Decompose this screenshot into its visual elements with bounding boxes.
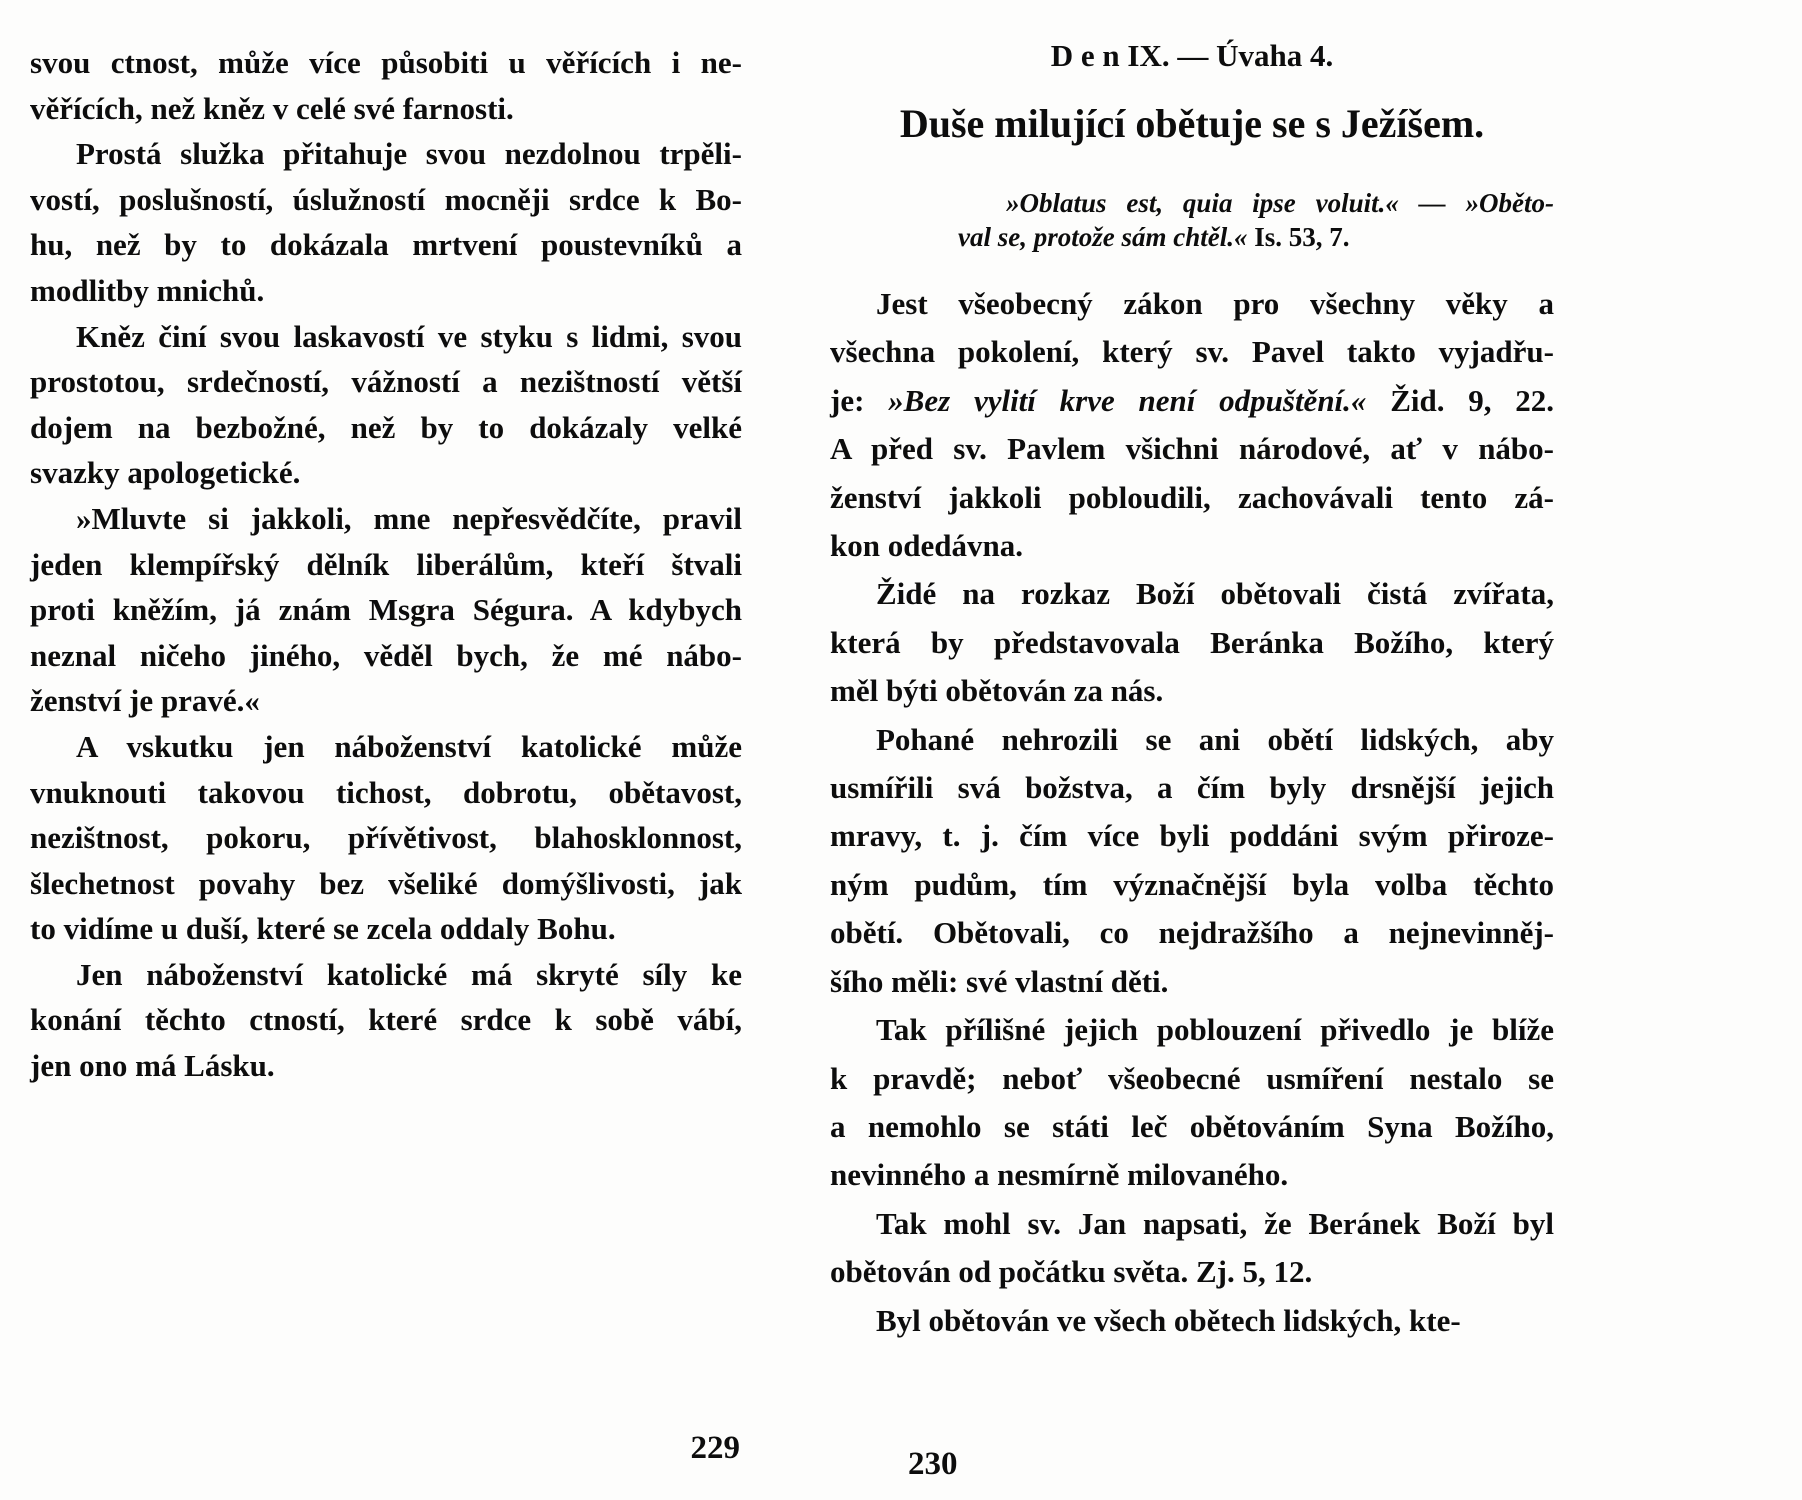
text-line: konání těchto ctností, které srdce k sobě vábí, xyxy=(30,1002,742,1038)
paragraph xyxy=(830,570,1554,715)
italic-text-segment: val se, protože sám chtěl.« xyxy=(958,221,1248,252)
text-line: ženství je pravé.« xyxy=(30,683,260,719)
text-line: obětován od počátku světa. Zj. 5, 12. xyxy=(830,1254,1313,1290)
paragraph xyxy=(30,314,742,496)
page-number-left: 229 xyxy=(690,1430,740,1466)
text-line: jeden klempířský dělník liberálům, kteří štvali xyxy=(30,546,742,582)
text-line: vostí, poslušností, úslužností mocněji srdce k Bo- xyxy=(30,181,742,217)
right-page-text xyxy=(830,280,1554,1345)
left-page-text xyxy=(30,40,742,1089)
text-line: Kněz činí svou laskavostí ve styku s lidmi, svou xyxy=(76,318,742,354)
italic-text-segment: »Oblatus est, quia ipse voluit.« — »Oběto- xyxy=(1006,188,1554,218)
text-line: to vidíme u duší, které se zcela oddaly Bohu. xyxy=(30,911,616,947)
text-line: obětí. Obětovali, co nejdražšího a nejnevinněj- xyxy=(830,915,1554,951)
text-segment: je: xyxy=(830,382,889,418)
text-line: všechna pokolení, který sv. Pavel takto vyjadřu- xyxy=(830,334,1554,370)
text-line: a nemohlo se státi leč obětováním Syna Božího, xyxy=(830,1108,1554,1144)
paragraph xyxy=(830,1200,1554,1297)
text-line xyxy=(958,221,1554,255)
text-line: jen ono má Lásku. xyxy=(30,1048,275,1084)
text-line: měl býti obětován za nás. xyxy=(830,673,1164,709)
text-line: Prostá služka přitahuje svou nezdolnou trpěli- xyxy=(76,136,742,172)
paragraph xyxy=(30,724,742,952)
text-line: šího měli: své vlastní děti. xyxy=(830,963,1169,999)
text-line: nevinného a nesmírně milovaného. xyxy=(830,1157,1289,1193)
paragraph xyxy=(830,1297,1554,1345)
paragraph xyxy=(830,1006,1554,1200)
text-line: která by představovala Beránka Božího, který xyxy=(830,624,1554,660)
paragraph xyxy=(30,952,742,1089)
text-line: věřících, než kněz v celé své farnosti. xyxy=(30,90,514,126)
text-line: vnuknouti takovou tichost, dobrotu, obětavost, xyxy=(30,774,742,810)
paragraph xyxy=(30,131,742,313)
paragraph xyxy=(958,187,1554,254)
paragraph xyxy=(30,496,742,724)
text-line: Pohané nehrozili se ani obětí lidských, aby xyxy=(876,721,1554,757)
text-line: šlechetnost povahy bez všeliké domýšlivosti, jak xyxy=(30,865,742,901)
paragraph xyxy=(830,280,1554,570)
text-line: Židé na rozkaz Boží obětovali čistá zvířata, xyxy=(876,576,1554,612)
text-line: nezištnost, pokoru, přívětivost, blahosklonnost, xyxy=(30,820,742,856)
text-line: neznal ničeho jiného, věděl bych, že mé nábo- xyxy=(30,637,742,673)
chapter-title: Duše milující obětuje se s Ježíšem. xyxy=(899,101,1485,146)
text-line: hu, než by to dokázala mrtvení poustevníků a xyxy=(30,227,742,263)
text-line: Tak přílišné jejich poblouzení přivedlo je blíže xyxy=(876,1012,1554,1048)
text-segment: Žid. 9, 22. xyxy=(1366,382,1554,418)
text-line: svazky apologetické. xyxy=(30,455,301,491)
italic-text-segment: »Bez vylití krve není odpuštění.« xyxy=(888,382,1367,418)
text-line: ženství jakkoli pobloudili, zachovávali tento zá- xyxy=(830,479,1554,515)
paragraph xyxy=(830,716,1554,1006)
text-line: usmířili svá božstva, a čím byly drsnější jejich xyxy=(830,770,1554,806)
text-line: prostotou, srdečností, vážností a nezištností větší xyxy=(30,364,742,400)
text-line: A před sv. Pavlem všichni národové, ať v nábo- xyxy=(830,431,1554,467)
text-line: Byl obětován ve všech obětech lidských, kte- xyxy=(876,1302,1461,1338)
page-left xyxy=(30,0,742,1500)
text-line: ným pudům, tím význačnější byla volba těchto xyxy=(830,866,1554,902)
text-line: modlitby mnichů. xyxy=(30,272,265,308)
text-line: Jen náboženství katolické má skryté síly ke xyxy=(76,956,742,992)
text-line xyxy=(830,377,1554,425)
paragraph xyxy=(30,40,742,131)
page-number-right: 230 xyxy=(908,1446,958,1482)
text-line xyxy=(958,187,1554,221)
text-line: proti kněžím, já znám Msgra Ségura. A kdybych xyxy=(30,592,742,628)
text-line: k pravdě; neboť všeobecné usmíření nestalo se xyxy=(830,1060,1554,1096)
text-line: Jest všeobecný zákon pro všechny věky a xyxy=(876,286,1554,321)
text-line: »Mluvte si jakkoli, mne nepřesvědčíte, pravil xyxy=(76,500,742,536)
text-line: Tak mohl sv. Jan napsati, že Beránek Boží byl xyxy=(876,1205,1554,1241)
text-line: A vskutku jen náboženství katolické může xyxy=(76,728,742,764)
epigraph xyxy=(958,187,1554,254)
text-line: kon odedávna. xyxy=(830,528,1023,564)
text-line: dojem na bezbožné, než by to dokázaly velké xyxy=(30,409,742,445)
text-segment: Is. 53, 7. xyxy=(1247,221,1350,252)
text-line: mravy, t. j. čím více byli poddáni svým přiroze- xyxy=(830,818,1554,854)
chapter-header: D e n IX. — Úvaha 4. xyxy=(1050,38,1334,73)
text-line: svou ctnost, může více působiti u věřících i ne- xyxy=(30,45,742,80)
page-right xyxy=(830,0,1554,1500)
